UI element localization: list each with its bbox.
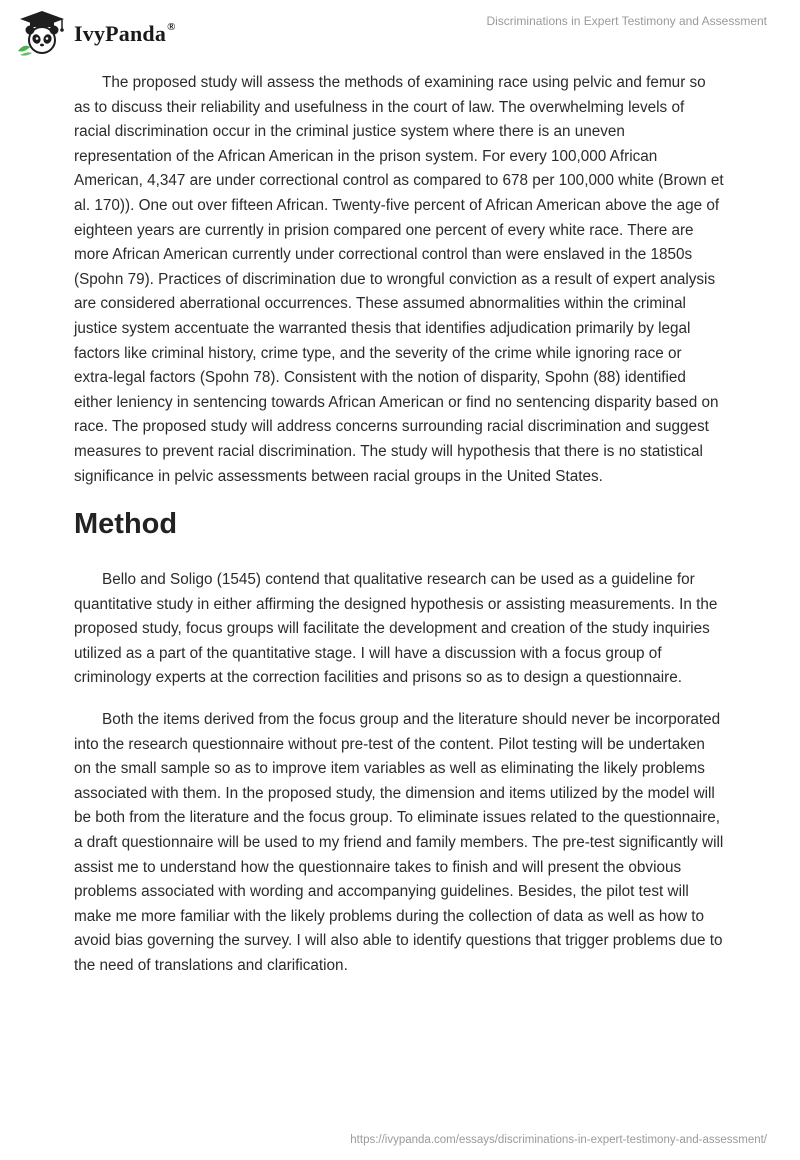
panda-logo-icon [14, 9, 70, 57]
document-title: Discriminations in Expert Testimony and Assessment [486, 14, 767, 28]
ivypanda-logo[interactable] [14, 9, 176, 57]
heading-method: Method [74, 508, 178, 541]
registered-mark: ® [167, 20, 176, 33]
essay-content [74, 71, 724, 996]
paragraph-2: Bello and Soligo (1545) contend that qualitative research can be used as a guideline for quantitative study in either affirming the designed hypothesis or assisting measurements. In the proposed study, focus groups will facilitate the development and creation of the study inquiries utilized as a part of the quantitative stage. I will have a discussion with a focus group of criminology experts at the correction facilities and prisons so as to design a questionnaire. [74, 571, 718, 687]
source-url[interactable]: https://ivypanda.com/essays/discriminations-in-expert-testimony-and-assessment/ [350, 1134, 767, 1146]
page-header [0, 0, 800, 70]
paragraph-3: Both the items derived from the focus group and the literature should never be incorporated into the research questionnaire without pre-test of the content. Pilot testing will be undertaken on the small sample so as to improve item variables as well as eliminating the likely problems associated with them. In the proposed study, the dimension and items utilized by the model will be both from the literature and the focus group. To eliminate issues related to the questionnaire, a draft questionnaire will be used to my friend and family members. The pre-test significantly will assist me to understand how the questionnaire takes to finish and will present the obvious problems associated with wording and accompanying guidelines. Besides, the pilot test will make me more familiar with the likely problems during the collection of data as well as how to avoid bias governing the survey. I will also able to identify questions that trigger problems due to the need of translations and clarification. [74, 711, 724, 974]
logo-text: IvyPanda® [74, 20, 176, 46]
paragraph-1: The proposed study will assess the methods of examining race using pelvic and femur so as to discuss their reliability and usefulness in the court of law. The overwhelming levels of racial discrimination occur in the criminal justice system where there is an uneven representation of the African American in the prison system. For every 100,000 African American, 4,347 are under correctional control as compared to 678 per 100,000 white (Brown et al. 170)). One out over fifteen African. Twenty-five percent of African American above the age of eighteen years are currently in prision compared one percent of every white race. There are more African American currently under correctional control than were enslaved in the 1850s (Spohn 79). Practices of discrimination due to wrongful conviction as a result of expert analysis are considered aberrational occurrences. These assumed abnormalities within the criminal justice system accentuate the warranted thesis that identifies adjudication primarily by legal factors like criminal history, crime type, and the severity of the crime while ignoring race or extra-legal factors (Spohn 78). Consistent with the notion of disparity, Spohn (88) identified either leniency in sentencing towards African American or find no sentencing disparity based on race. The proposed study will address concerns surrounding racial discrimination and suggest measures to prevent racial discrimination. The study will hypothesis that there is no statistical significance in pelvic assessments between racial groups in the United States. [74, 74, 724, 485]
